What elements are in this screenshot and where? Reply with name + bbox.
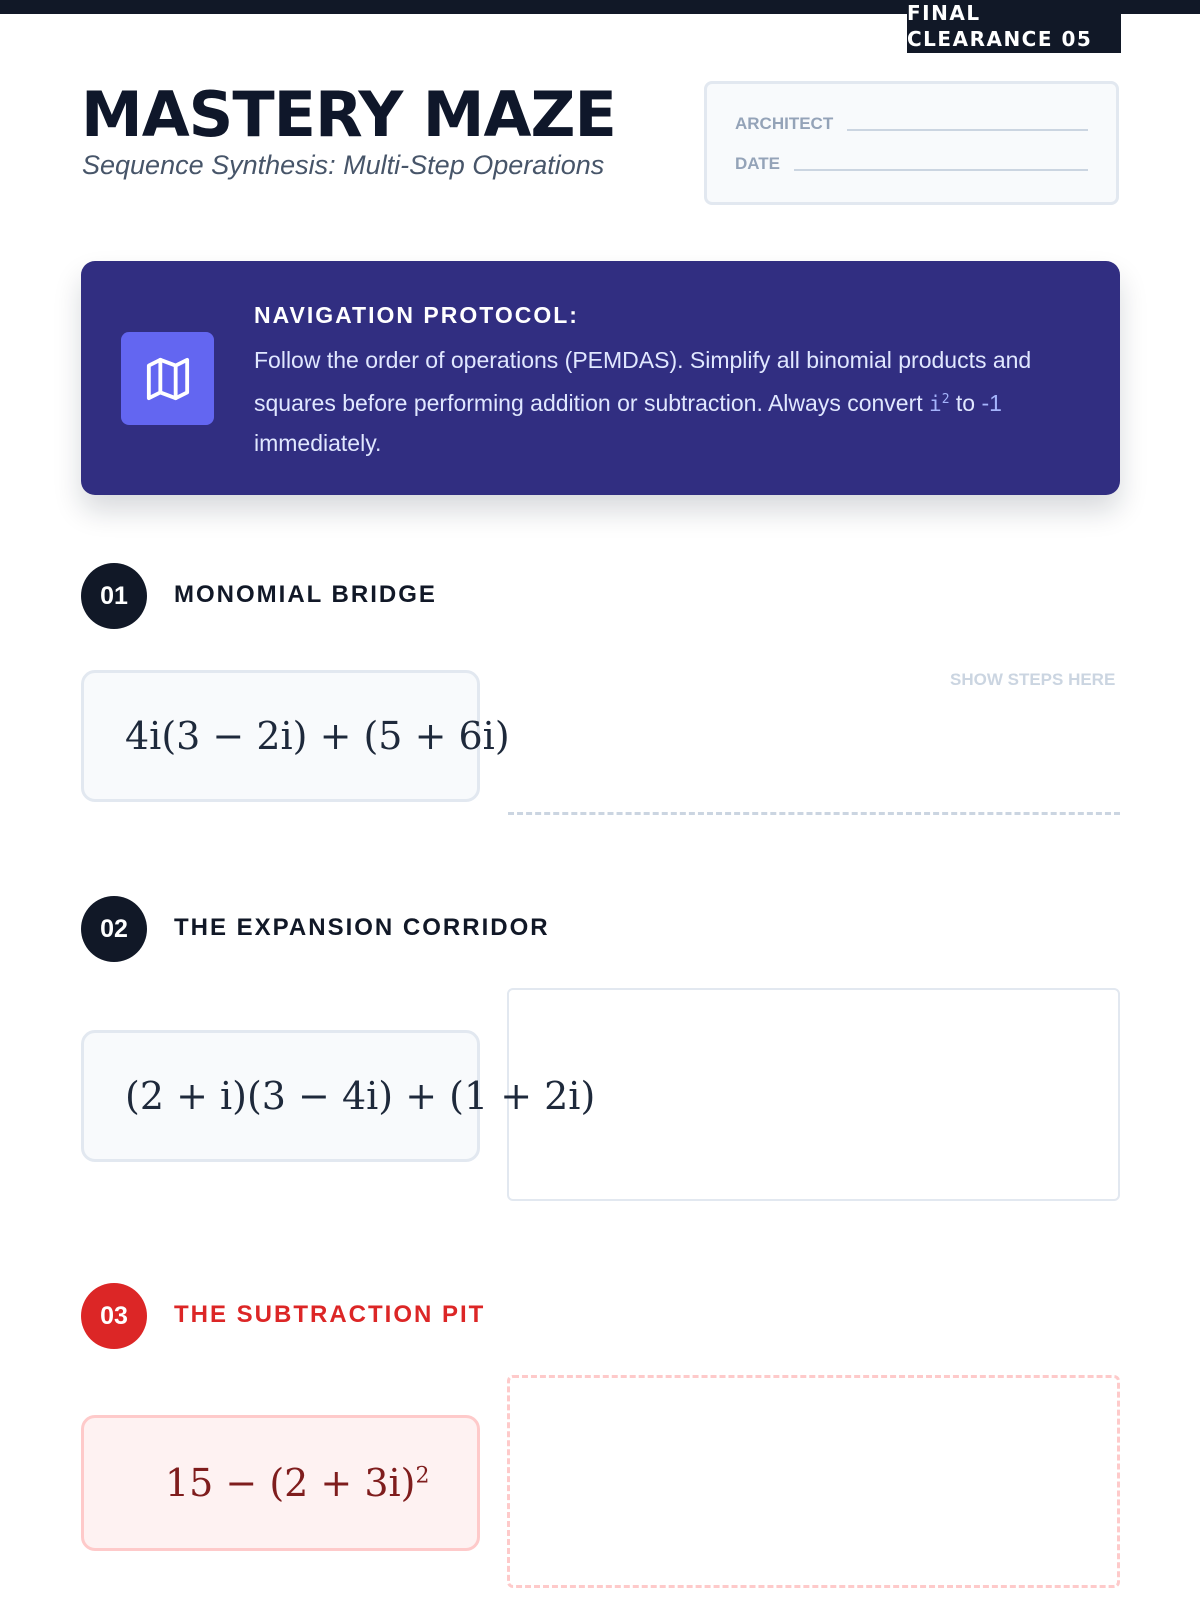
date-field[interactable] — [794, 169, 1088, 171]
architect-row — [735, 114, 1088, 134]
section-number-03: 03 — [81, 1283, 147, 1349]
architect-field[interactable] — [847, 129, 1088, 131]
date-label: DATE — [735, 154, 781, 173]
date-row — [735, 154, 1088, 174]
expression-02: (2 + i)(3 − 4i) + (1 + 2i) — [125, 1074, 596, 1118]
navigation-title: NAVIGATION PROTOCOL: — [254, 302, 579, 328]
work-area-02[interactable] — [507, 988, 1120, 1201]
problem-box-01 — [81, 670, 510, 802]
section-number-01: 01 — [81, 563, 147, 629]
section-number-02: 02 — [81, 896, 147, 962]
navigation-text — [254, 341, 1074, 463]
map-icon — [121, 332, 214, 425]
nav-text-3: immediately. — [254, 430, 382, 456]
problem-box-02 — [81, 1030, 596, 1162]
page-subtitle: Sequence Synthesis: Multi-Step Operations — [82, 150, 605, 180]
page-title: MASTERY MAZE — [81, 78, 616, 151]
section-title-01: MONOMIAL BRIDGE — [174, 581, 437, 608]
expression-01: 4i(3 − 2i) + (5 + 6i) — [125, 714, 510, 758]
show-steps-hint: SHOW STEPS HERE — [950, 670, 1116, 689]
architect-label: ARCHITECT — [735, 114, 834, 133]
section-title-02: THE EXPANSION CORRIDOR — [174, 914, 550, 941]
nav-text-1: Follow the order of operations (PEMDAS). Simplify all binomial products and squares before performing addition or subtraction. Always convert — [254, 347, 1032, 416]
student-info-box — [704, 81, 1119, 205]
answer-line-01[interactable] — [508, 812, 1120, 815]
i-squared-highlight: $i^2$ — [929, 392, 950, 416]
tag-line-2: CLEARANCE 05 — [907, 27, 1093, 51]
problem-box-03 — [81, 1415, 480, 1551]
section-title-03: THE SUBTRACTION PIT — [174, 1301, 486, 1328]
minus-one-highlight: -1 — [981, 390, 1002, 416]
clearance-tag — [907, 0, 1121, 53]
tag-line-1: FINAL — [907, 1, 981, 25]
navigation-protocol-panel — [81, 261, 1120, 495]
nav-text-2: to — [949, 390, 982, 416]
expression-03: $15 - (2 + 3i)^2$ — [165, 1461, 430, 1505]
work-area-03[interactable] — [507, 1375, 1120, 1588]
